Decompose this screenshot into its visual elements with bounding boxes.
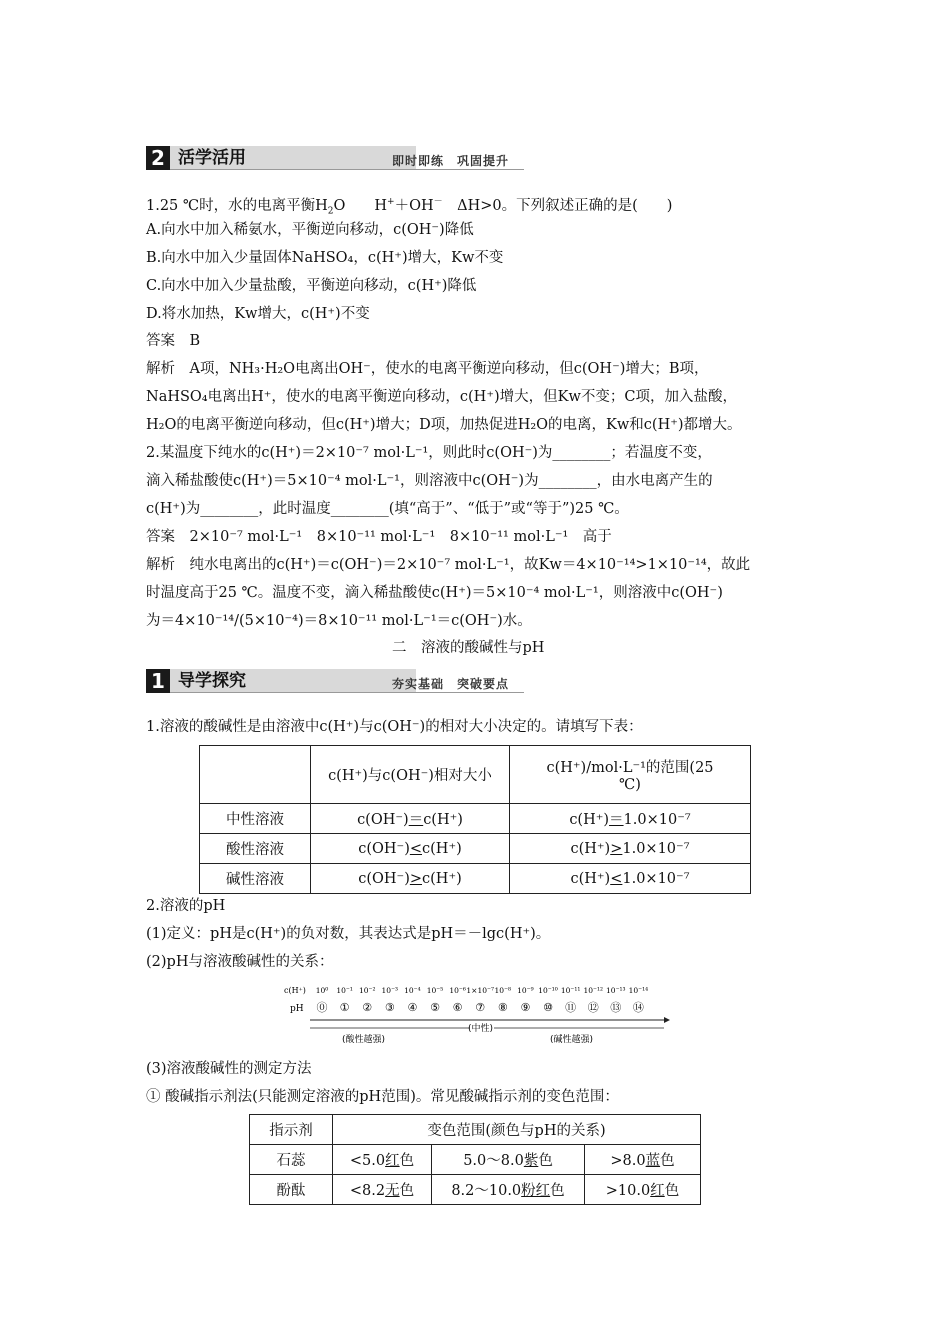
ch-tick-label: 10⁻⁸ — [494, 986, 512, 995]
q1-stem-text: 1.25 ℃时，水的电离平衡H — [146, 197, 328, 214]
q1-stem — [146, 192, 672, 222]
q1-answer: 答案 B — [146, 333, 201, 349]
range-suffix: 色 — [660, 1153, 675, 1169]
row-relation — [311, 834, 510, 864]
table-header-range-line2: ℃) — [619, 777, 641, 793]
ch-tick-label: 10⁻¹² — [583, 986, 603, 995]
range-operator: > — [610, 840, 623, 857]
range-suffix: 色 — [538, 1153, 553, 1169]
relation-operator: < — [409, 840, 423, 857]
ch-tick-label: 10⁻¹ — [336, 986, 353, 995]
ph-tick-label: ⑤ — [430, 1001, 440, 1014]
range-cell — [333, 1145, 432, 1175]
range-cell — [432, 1145, 585, 1175]
table-header-indicator: 指示剂 — [250, 1115, 333, 1145]
range-color: 紫 — [523, 1153, 539, 1169]
range-left: c(H⁺) — [570, 870, 611, 887]
ph-tick-label: ⑪ — [565, 1001, 577, 1014]
q1-option-c: C.向水中加入少量盐酸，平衡逆向移动，c(H⁺)降低 — [146, 278, 477, 294]
table-row — [250, 1145, 701, 1175]
row-range — [510, 834, 751, 864]
ph-tick-label: ③ — [384, 1001, 395, 1014]
table-row — [200, 864, 751, 894]
ch-tick-label: 10⁻⁴ — [404, 986, 421, 995]
row-range — [510, 864, 751, 894]
section-subtitle: 即时即练 巩固提升 — [392, 154, 510, 168]
q2-line-2: 滴入稀盐酸使c(H⁺)＝5×10⁻⁴ mol·L⁻¹，则溶液中c(OH⁻)为________，由水电离产生的 — [146, 473, 713, 489]
ph-tick-label: ⑧ — [497, 1001, 508, 1014]
paragraph-5: (3)溶液酸碱性的测定方法 — [146, 1061, 312, 1077]
paragraph-2: 2.溶液的pH — [146, 898, 226, 914]
ph-tick-label: ⑩ — [543, 1001, 553, 1014]
acid-label: (酸性越强) — [342, 1035, 386, 1045]
range-color: 红 — [650, 1183, 665, 1199]
section-rule — [170, 692, 524, 693]
table-header-range — [510, 746, 751, 804]
table-header-range-line1: c(H⁺)/mol·L⁻¹的范围(25 — [546, 760, 714, 776]
section-header-explore — [146, 669, 524, 693]
section-title: 活学活用 — [178, 148, 246, 168]
table-header-empty — [200, 746, 311, 804]
q2-explanation-3: 为＝4×10⁻¹⁴/(5×10⁻⁴)＝8×10⁻¹¹ mol·L⁻¹＝c(OH⁻)水。 — [146, 613, 532, 629]
table-row — [200, 804, 751, 834]
ch-tick-label: 1×10⁻⁷ — [466, 986, 494, 995]
ph-tick-label: ④ — [407, 1001, 418, 1014]
paragraph-1: 1.溶液的酸碱性是由溶液中c(H⁺)与c(OH⁻)的相对大小决定的。请填写下表： — [146, 719, 643, 735]
table-row — [200, 834, 751, 864]
range-color: 粉红 — [521, 1183, 551, 1199]
ph-tick-label: ⑦ — [475, 1001, 486, 1014]
ch-tick-label: 10⁻² — [358, 986, 376, 995]
range-cell — [432, 1175, 585, 1205]
range-right: 1.0×10⁻⁷ — [622, 870, 690, 887]
relation-right: c(H⁺) — [422, 870, 462, 887]
q1-stem-sup2: － — [433, 197, 443, 207]
range-value: >8.0 — [610, 1153, 646, 1169]
ch-tick-label: 10⁻³ — [381, 986, 399, 995]
indicator-name: 酚酞 — [250, 1175, 333, 1205]
section-rule — [170, 169, 524, 170]
relation-left: c(OH⁻) — [358, 870, 410, 887]
table-header-row — [200, 746, 751, 804]
row-name: 碱性溶液 — [200, 864, 311, 894]
row-range — [510, 804, 751, 834]
ch-tick-label: 10⁻⁵ — [426, 986, 444, 995]
q2-line-1: 2.某温度下纯水的c(H⁺)＝2×10⁻⁷ mol·L⁻¹，则此时c(OH⁻)为________；若温度不变， — [146, 445, 712, 461]
q2-explanation-1: 解析 纯水电离出的c(H⁺)＝c(OH⁻)＝2×10⁻⁷ mol·L⁻¹，故Kw＝4×10⁻¹⁴>1×10⁻¹⁴，故此 — [146, 557, 751, 573]
q2-answer: 答案 2×10⁻⁷ mol·L⁻¹ 8×10⁻¹¹ mol·L⁻¹ 8×10⁻¹¹ mol·L⁻¹ 高于 — [146, 529, 612, 545]
range-value: >10.0 — [605, 1183, 651, 1199]
range-color: 红 — [385, 1153, 400, 1169]
range-operator: ＝ — [609, 812, 624, 828]
range-color: 蓝 — [645, 1153, 661, 1169]
ph-tick-label: ② — [362, 1001, 373, 1014]
relation-operator: ＝ — [408, 812, 424, 828]
ph-tick-group — [317, 1001, 644, 1014]
ph-tick-label: ⓪ — [316, 1001, 328, 1014]
q2-explanation-2: 时温度高于25 ℃。温度不变，滴入稀盐酸使c(H⁺)＝5×10⁻⁴ mol·L⁻¹，则溶液中c(OH⁻) — [146, 585, 723, 601]
ph-tick-label: ⑬ — [610, 1001, 622, 1014]
range-left: c(H⁺) — [569, 812, 610, 828]
table-header-row — [250, 1115, 701, 1145]
range-cell — [333, 1175, 432, 1205]
relation-right: c(H⁺) — [422, 840, 462, 857]
q1-option-d: D.将水加热，Kw增大，c(H⁺)不变 — [146, 306, 370, 322]
paragraph-4: (2)pH与溶液酸碱性的关系： — [146, 954, 334, 970]
indicator-table — [249, 1114, 701, 1205]
ch-tick-label: 10⁻⁶ — [449, 986, 466, 995]
q1-explanation-2: NaHSO₄电离出H⁺，使水的电离平衡逆向移动，c(H⁺)增大，但Kw不变；C项，加入盐酸， — [146, 389, 737, 405]
q1-explanation-3: H₂O的电离平衡逆向移动，但c(H⁺)增大；D项，加热促进H₂O的电离，Kw和c(H⁺)都增大。 — [146, 417, 742, 433]
scale-arrow-icon — [664, 1017, 670, 1023]
range-suffix: 色 — [664, 1183, 680, 1199]
ch-tick-label: 10⁻¹⁰ — [538, 986, 558, 995]
q1-stem-sup: + — [387, 197, 395, 207]
q1-stem-sub: 2 — [327, 206, 334, 217]
relation-left: c(OH⁻) — [357, 812, 409, 828]
q1-option-a: A.向水中加入稀氨水，平衡逆向移动，c(OH⁻)降低 — [146, 222, 474, 238]
ch-tick-label: 10⁻¹³ — [606, 986, 626, 995]
ch-tick-label: 10⁻⁹ — [517, 986, 534, 995]
ph-tick-label: ⑥ — [452, 1001, 463, 1014]
row-relation — [311, 864, 510, 894]
ph-tick-label: ⑨ — [520, 1001, 531, 1014]
row-relation — [311, 804, 510, 834]
ch-tick-label: 10⁻¹⁴ — [628, 986, 649, 995]
ch-tick-label: 10⁰ — [315, 986, 329, 995]
ph-scale-figure — [280, 980, 672, 1048]
range-right: 1.0×10⁻⁷ — [622, 840, 690, 857]
base-label: (碱性越强) — [550, 1035, 594, 1045]
range-suffix: 色 — [550, 1183, 565, 1199]
paragraph-6: ① 酸碱指示剂法(只能测定溶液的pH范围)。常见酸碱指示剂的变色范围： — [146, 1089, 619, 1105]
range-suffix: 色 — [399, 1183, 415, 1199]
range-right: 1.0×10⁻⁷ — [623, 812, 691, 828]
q2-line-3: c(H⁺)为________，此时温度________(填“高于”、“低于”或“等于”)25 ℃。 — [146, 501, 629, 517]
range-value: <8.2 — [349, 1183, 386, 1199]
ch-tick-label: 10⁻¹¹ — [560, 986, 581, 995]
q1-stem-text4: ΔH>0。下列叙述正确的是( ) — [442, 197, 673, 214]
row-name: 中性溶液 — [200, 804, 311, 834]
q1-stem-text2: O H — [333, 197, 388, 214]
section-header-practice — [146, 146, 524, 170]
ch-tick-group — [316, 986, 648, 995]
ph-tick-label: ⑫ — [587, 1001, 599, 1014]
relation-operator: > — [409, 870, 423, 887]
relation-left: c(OH⁻) — [358, 840, 410, 857]
ph-axis-label: pH — [290, 1004, 304, 1014]
range-value: 5.0～8.0 — [463, 1153, 524, 1169]
section-subtitle: 夯实基础 突破要点 — [392, 677, 510, 691]
row-name: 酸性溶液 — [200, 834, 311, 864]
part2-title: 二 溶液的酸碱性与pH — [392, 640, 545, 656]
range-cell — [585, 1145, 701, 1175]
paragraph-3: (1)定义：pH是c(H⁺)的负对数，其表达式是pH＝－lgc(H⁺)。 — [146, 926, 551, 942]
range-operator: < — [610, 870, 623, 887]
range-cell — [585, 1175, 701, 1205]
range-suffix: 色 — [399, 1153, 415, 1169]
ph-tick-label: ① — [339, 1001, 350, 1014]
q1-stem-text3: ＋OH — [394, 197, 434, 214]
ch-axis-label: c(H⁺) — [284, 986, 306, 995]
neutral-label: (中性) — [468, 1024, 494, 1034]
range-color: 无 — [385, 1183, 400, 1199]
acidity-table — [199, 745, 751, 894]
range-value: 8.2～10.0 — [451, 1183, 522, 1199]
relation-right: c(H⁺) — [423, 812, 463, 828]
table-row — [250, 1175, 701, 1205]
ph-tick-label: ⑭ — [632, 1001, 644, 1014]
range-value: <5.0 — [349, 1153, 386, 1169]
section-number: 2 — [146, 146, 170, 170]
q1-option-b: B.向水中加入少量固体NaHSO₄，c(H⁺)增大，Kw不变 — [146, 250, 504, 266]
section-title: 导学探究 — [178, 671, 246, 691]
section-title-box — [170, 669, 416, 693]
q1-explanation-1: 解析 A项，NH₃·H₂O电离出OH⁻，使水的电离平衡逆向移动，但c(OH⁻)增大；B项， — [146, 361, 709, 377]
indicator-name: 石蕊 — [250, 1145, 333, 1175]
section-title-box — [170, 146, 416, 170]
range-left: c(H⁺) — [570, 840, 611, 857]
section-number: 1 — [146, 669, 170, 693]
table-header-range: 变色范围(颜色与pH的关系) — [333, 1115, 701, 1145]
table-header-relation: c(H⁺)与c(OH⁻)相对大小 — [311, 746, 510, 804]
